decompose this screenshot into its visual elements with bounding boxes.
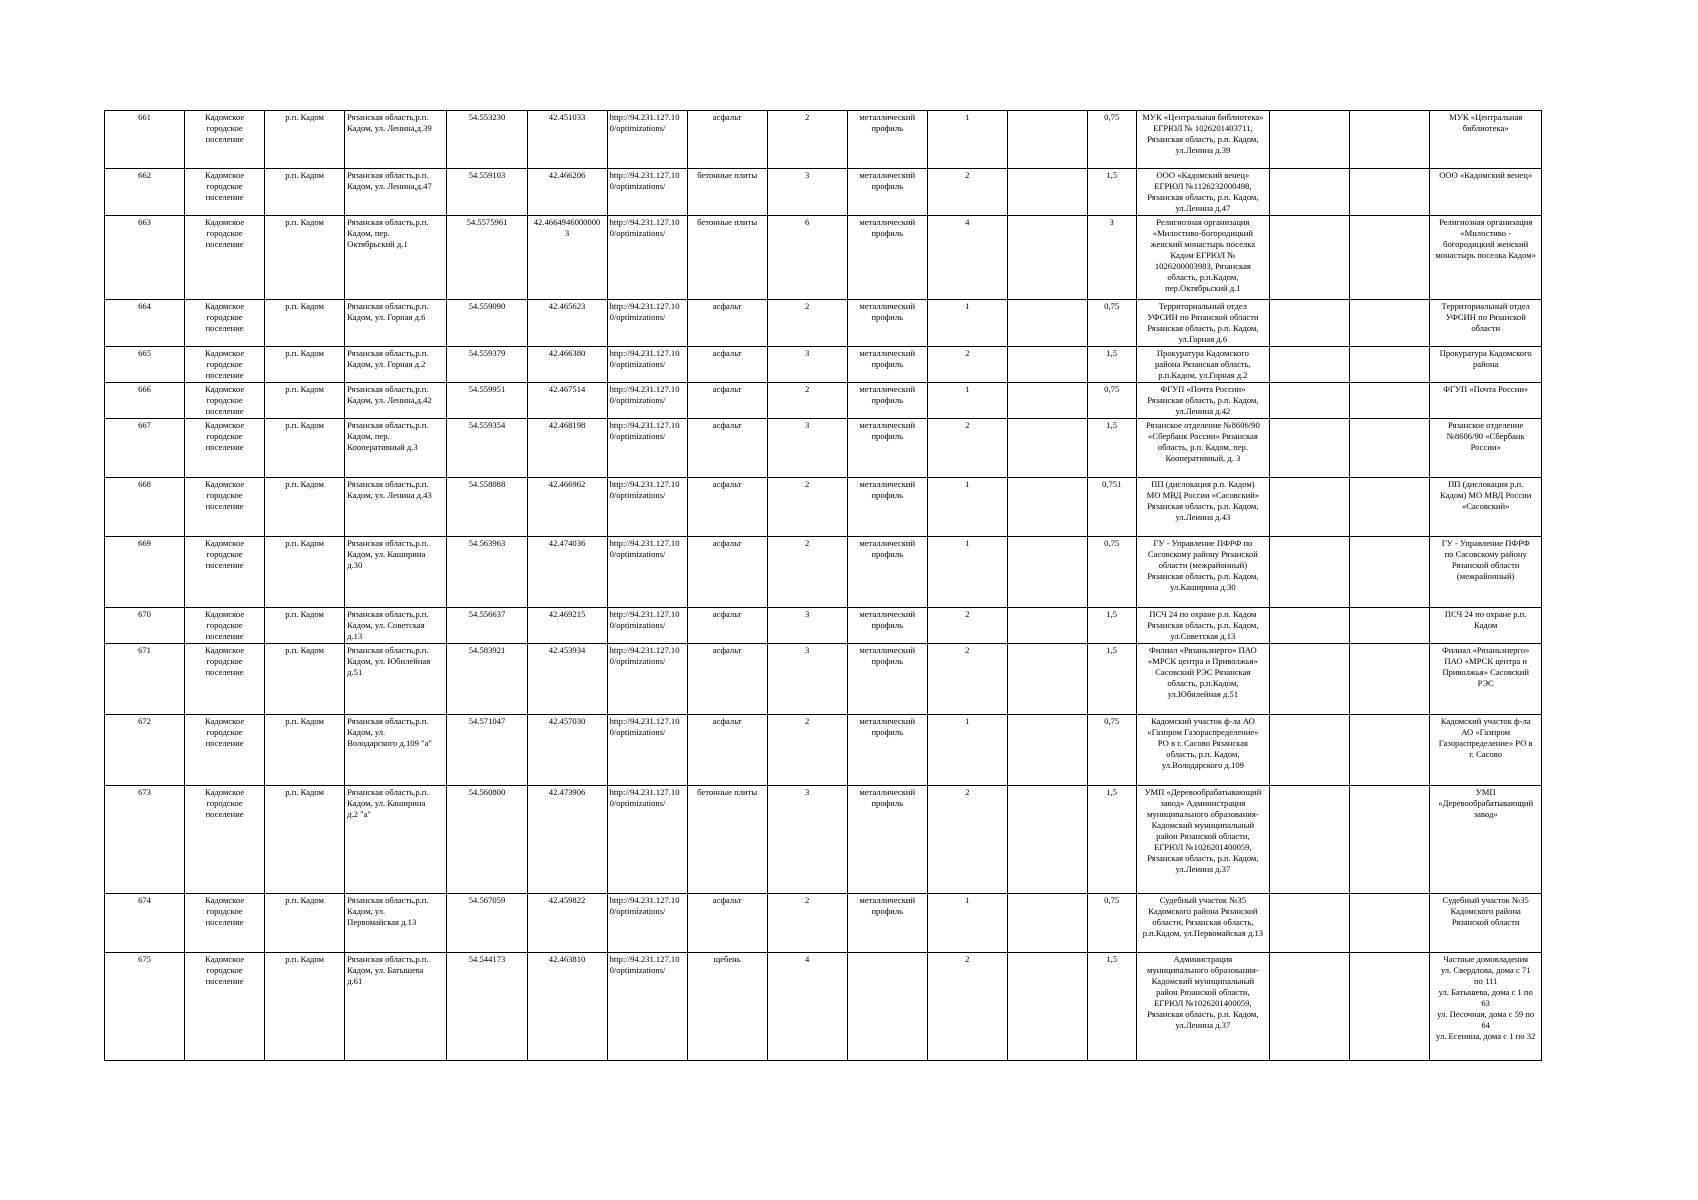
cell-map-link: http://94.231.127.10 0/optimizations/ xyxy=(607,786,687,894)
cell-owner: Рязанское отделение №8606/90 «Сбербанк России» Рязанская область, р.п. Кадом, пер. Кооперативный, д. 3 xyxy=(1136,419,1270,478)
cell-latitude: 54.563963 xyxy=(447,537,527,608)
cell-map-link: http://94.231.127.10 0/optimizations/ xyxy=(607,537,687,608)
cell-address: Рязанская область,р.п. Кадом, пер. Октябрьский д.1 xyxy=(345,216,447,300)
cell-empty xyxy=(1350,953,1430,1061)
cell-address: Рязанская область,р.п. Кадом, ул. Ленина д.43 xyxy=(345,478,447,537)
cell-volume: 0,75 xyxy=(1087,537,1136,608)
cell-area: 3 xyxy=(767,608,847,644)
cell-longitude: 42.466380 xyxy=(527,347,607,383)
cell-settlement: Кадомское городское поселение xyxy=(185,419,265,478)
cell-latitude: 54.5575961 xyxy=(447,216,527,300)
cell-fence-material: металлический профиль xyxy=(847,419,927,478)
cell-locality: р.п. Кадом xyxy=(265,894,345,953)
cell-longitude: 42.473906 xyxy=(527,786,607,894)
cell-latitude: 54.560800 xyxy=(447,786,527,894)
cell-longitude: 42.457030 xyxy=(527,715,607,786)
cell-map-link: http://94.231.127.10 0/optimizations/ xyxy=(607,347,687,383)
cell-number: 665 xyxy=(105,347,185,383)
table-row xyxy=(105,216,1542,300)
cell-waste-source: Судебный участок №35 Кадомского района Рязанской области xyxy=(1430,894,1542,953)
cell-map-link: http://94.231.127.10 0/optimizations/ xyxy=(607,300,687,347)
cell-settlement: Кадомское городское поселение xyxy=(185,715,265,786)
cell-owner: Территориальный отдел УФСИН по Рязанской области Рязанская область, р.п. Кадом, ул.Горная д.6 xyxy=(1136,300,1270,347)
cell-empty xyxy=(1270,715,1350,786)
cell-surface-type: асфальт xyxy=(687,644,767,715)
cell-number: 662 xyxy=(105,169,185,216)
cell-empty xyxy=(1350,300,1430,347)
cell-locality: р.п. Кадом xyxy=(265,419,345,478)
cell-number: 672 xyxy=(105,715,185,786)
cell-locality: р.п. Кадом xyxy=(265,300,345,347)
cell-fence-material: металлический профиль xyxy=(847,894,927,953)
cell-empty xyxy=(1007,111,1087,169)
cell-settlement: Кадомское городское поселение xyxy=(185,347,265,383)
cell-area: 4 xyxy=(767,953,847,1061)
cell-empty xyxy=(1270,953,1350,1061)
cell-empty xyxy=(1270,347,1350,383)
cell-number: 663 xyxy=(105,216,185,300)
cell-number: 661 xyxy=(105,111,185,169)
table-body xyxy=(105,111,1542,1061)
cell-owner: МУК «Центральная библиотека» ЕГРЮЛ № 1026201403711, Рязанская область, р.п. Кадом, ул.Ленина д.39 xyxy=(1136,111,1270,169)
cell-area: 3 xyxy=(767,786,847,894)
cell-settlement: Кадомское городское поселение xyxy=(185,300,265,347)
cell-area: 2 xyxy=(767,715,847,786)
cell-empty xyxy=(1270,478,1350,537)
cell-surface-type: асфальт xyxy=(687,300,767,347)
cell-volume: 0,75 xyxy=(1087,300,1136,347)
cell-waste-source: Религиозная организация «Милостиво - богородицкий женский монастырь поселка Кадом» xyxy=(1430,216,1542,300)
cell-map-link: http://94.231.127.10 0/optimizations/ xyxy=(607,953,687,1061)
cell-surface-type: щебень xyxy=(687,953,767,1061)
cell-latitude: 54.559379 xyxy=(447,347,527,383)
cell-empty xyxy=(1350,419,1430,478)
cell-locality: р.п. Кадом xyxy=(265,953,345,1061)
cell-waste-source: ПСЧ 24 по охране р.п. Кадом xyxy=(1430,608,1542,644)
cell-number: 668 xyxy=(105,478,185,537)
cell-fence-material: металлический профиль xyxy=(847,786,927,894)
cell-surface-type: асфальт xyxy=(687,111,767,169)
cell-fence-material: металлический профиль xyxy=(847,715,927,786)
cell-number: 669 xyxy=(105,537,185,608)
cell-empty xyxy=(1350,894,1430,953)
cell-area: 3 xyxy=(767,169,847,216)
cell-volume: 0,75 xyxy=(1087,111,1136,169)
cell-volume: 1,5 xyxy=(1087,786,1136,894)
table-row xyxy=(105,786,1542,894)
cell-container-count: 2 xyxy=(927,644,1007,715)
cell-map-link: http://94.231.127.10 0/optimizations/ xyxy=(607,608,687,644)
cell-settlement: Кадомское городское поселение xyxy=(185,786,265,894)
cell-locality: р.п. Кадом xyxy=(265,715,345,786)
cell-locality: р.п. Кадом xyxy=(265,786,345,894)
cell-latitude: 54.559090 xyxy=(447,300,527,347)
cell-settlement: Кадомское городское поселение xyxy=(185,953,265,1061)
cell-empty xyxy=(1350,347,1430,383)
cell-empty xyxy=(1350,537,1430,608)
cell-number: 664 xyxy=(105,300,185,347)
table-row xyxy=(105,715,1542,786)
cell-area: 2 xyxy=(767,894,847,953)
cell-surface-type: асфальт xyxy=(687,894,767,953)
cell-fence-material: металлический профиль xyxy=(847,608,927,644)
cell-waste-source: ГУ - Управление ПФРФ по Сасовскому району Рязанской области (межрайонный) xyxy=(1430,537,1542,608)
cell-volume: 1,5 xyxy=(1087,608,1136,644)
cell-empty xyxy=(1007,644,1087,715)
cell-surface-type: асфальт xyxy=(687,478,767,537)
cell-owner: Филиал «Рязаньэнерго» ПАО «МРСК центра и Приволжья» Сасовский РЭС Рязанская область, р.п.Кадом, ул.Юбилейная д.51 xyxy=(1136,644,1270,715)
cell-container-count: 2 xyxy=(927,347,1007,383)
cell-settlement: Кадомское городское поселение xyxy=(185,644,265,715)
cell-waste-source: Кадомский участок ф-ла АО «Газпром Газораспределение» РО в г. Сасово xyxy=(1430,715,1542,786)
cell-area: 2 xyxy=(767,537,847,608)
cell-empty xyxy=(1270,383,1350,419)
cell-volume: 1,5 xyxy=(1087,419,1136,478)
cell-settlement: Кадомское городское поселение xyxy=(185,169,265,216)
cell-locality: р.п. Кадом xyxy=(265,216,345,300)
cell-locality: р.п. Кадом xyxy=(265,537,345,608)
cell-settlement: Кадомское городское поселение xyxy=(185,478,265,537)
cell-empty xyxy=(1350,478,1430,537)
cell-surface-type: асфальт xyxy=(687,715,767,786)
cell-owner: УМП «Деревообрабатывающий завод» Администрация муниципального образования- Кадомский муниципальный район Рязанской области, ЕГРЮЛ №1026201400059, Рязанская область, р.п. Кадом, ул.Ленина д.37 xyxy=(1136,786,1270,894)
cell-container-count: 1 xyxy=(927,715,1007,786)
cell-latitude: 54.559354 xyxy=(447,419,527,478)
waste-sites-registry-table xyxy=(104,110,1542,1061)
cell-volume: 0,75 xyxy=(1087,715,1136,786)
cell-empty xyxy=(1270,419,1350,478)
cell-waste-source: Прокуратура Кадомского района xyxy=(1430,347,1542,383)
cell-area: 2 xyxy=(767,383,847,419)
cell-empty xyxy=(1007,383,1087,419)
cell-volume: 3 xyxy=(1087,216,1136,300)
table-row xyxy=(105,419,1542,478)
cell-container-count: 4 xyxy=(927,216,1007,300)
cell-owner: Религиозная организация «Милостиво-богородицкий женский монастырь поселка Кадом ЕГРЮЛ № 1026200003983, Рязанская область, р.п.Кадом, пер.Октябрьский д.1 xyxy=(1136,216,1270,300)
cell-area: 3 xyxy=(767,419,847,478)
cell-area: 2 xyxy=(767,478,847,537)
cell-empty xyxy=(1270,300,1350,347)
table-row xyxy=(105,111,1542,169)
cell-longitude: 42.4664946000000 3 xyxy=(527,216,607,300)
cell-waste-source: Территориальный отдел УФСИН по Рязанской области xyxy=(1430,300,1542,347)
cell-latitude: 54.553230 xyxy=(447,111,527,169)
cell-surface-type: асфальт xyxy=(687,537,767,608)
cell-surface-type: бетонные плиты xyxy=(687,169,767,216)
cell-empty xyxy=(1007,419,1087,478)
cell-empty xyxy=(1007,715,1087,786)
cell-latitude: 54.556637 xyxy=(447,608,527,644)
cell-address: Рязанская область,р.п. Кадом, ул. Ленина,д.39 xyxy=(345,111,447,169)
cell-surface-type: асфальт xyxy=(687,383,767,419)
table-row xyxy=(105,383,1542,419)
cell-empty xyxy=(1007,347,1087,383)
cell-number: 671 xyxy=(105,644,185,715)
cell-empty xyxy=(1270,608,1350,644)
cell-empty xyxy=(1007,169,1087,216)
cell-locality: р.п. Кадом xyxy=(265,478,345,537)
cell-container-count: 2 xyxy=(927,169,1007,216)
cell-empty xyxy=(1350,383,1430,419)
cell-empty xyxy=(1350,786,1430,894)
cell-container-count: 1 xyxy=(927,111,1007,169)
cell-area: 2 xyxy=(767,300,847,347)
cell-map-link: http://94.231.127.10 0/optimizations/ xyxy=(607,715,687,786)
cell-settlement: Кадомское городское поселение xyxy=(185,383,265,419)
cell-locality: р.п. Кадом xyxy=(265,169,345,216)
cell-fence-material: металлический профиль xyxy=(847,383,927,419)
cell-longitude: 42.466206 xyxy=(527,169,607,216)
cell-settlement: Кадомское городское поселение xyxy=(185,894,265,953)
cell-empty xyxy=(1350,644,1430,715)
cell-settlement: Кадомское городское поселение xyxy=(185,537,265,608)
cell-waste-source: Частные домовладения ул. Свердлова, дома с 71 по 111 ул. Батышева, дома с 1 по 63 ул. Песочная, дома с 59 по 64 ул. Есенина, дома с 1 по 32 xyxy=(1430,953,1542,1061)
cell-fence-material: металлический профиль xyxy=(847,478,927,537)
table-row xyxy=(105,347,1542,383)
cell-map-link: http://94.231.127.10 0/optimizations/ xyxy=(607,419,687,478)
cell-waste-source: Рязанское отделение №8606/90 «Сбербанк России» xyxy=(1430,419,1542,478)
cell-empty xyxy=(1007,786,1087,894)
cell-fence-material: металлический профиль xyxy=(847,644,927,715)
cell-surface-type: асфальт xyxy=(687,608,767,644)
cell-address: Рязанская область,р.п. Кадом, ул. Ленина,д.47 xyxy=(345,169,447,216)
cell-owner: Прокуратура Кадомского района Рязанская область, р.п.Кадом, ул.Горная д.2 xyxy=(1136,347,1270,383)
cell-longitude: 42.451033 xyxy=(527,111,607,169)
cell-map-link: http://94.231.127.10 0/optimizations/ xyxy=(607,169,687,216)
cell-empty xyxy=(1350,111,1430,169)
cell-owner: ФГУП «Почта России» Рязанская область, р.п. Кадом, ул.Ленина д.42 xyxy=(1136,383,1270,419)
cell-waste-source: ФГУП «Почта России» xyxy=(1430,383,1542,419)
cell-container-count: 1 xyxy=(927,537,1007,608)
cell-waste-source: ООО «Кадомский венец» xyxy=(1430,169,1542,216)
cell-locality: р.п. Кадом xyxy=(265,383,345,419)
cell-volume: 1,5 xyxy=(1087,644,1136,715)
cell-area: 3 xyxy=(767,644,847,715)
cell-address: Рязанская область,р.п. Кадом, ул. Первомайская д.13 xyxy=(345,894,447,953)
cell-empty xyxy=(1007,608,1087,644)
cell-owner: Судебный участок №35 Кадомского района Рязанской области, Рязанская область, р.п.Кадом, ул.Первомайская д.13 xyxy=(1136,894,1270,953)
cell-volume: 0,75 xyxy=(1087,383,1136,419)
cell-waste-source: ПП (дислокация р.п. Кадом) МО МВД России «Сасовский» xyxy=(1430,478,1542,537)
cell-container-count: 2 xyxy=(927,953,1007,1061)
cell-volume: 1,5 xyxy=(1087,953,1136,1061)
cell-owner: Администрация муниципального образования- Кадомский муниципальный район Рязанской области, ЕГРЮЛ №1026201400059, Рязанская область, р.п. Кадом, ул.Ленина д.37 xyxy=(1136,953,1270,1061)
cell-waste-source: УМП «Деревообрабатывающий завод» xyxy=(1430,786,1542,894)
cell-empty xyxy=(1007,953,1087,1061)
cell-empty xyxy=(1270,216,1350,300)
cell-container-count: 1 xyxy=(927,478,1007,537)
cell-longitude: 42.469215 xyxy=(527,608,607,644)
cell-latitude: 54.571047 xyxy=(447,715,527,786)
cell-address: Рязанская область,р.п. Кадом, ул. Юбилейная д.51 xyxy=(345,644,447,715)
cell-address: Рязанская область,р.п. Кадом, ул. Горная д.2 xyxy=(345,347,447,383)
cell-owner: ПСЧ 24 по охране р.п. Кадом Рязанская область, р.п. Кадом, ул.Советская д.13 xyxy=(1136,608,1270,644)
cell-longitude: 42.463810 xyxy=(527,953,607,1061)
cell-empty xyxy=(1350,715,1430,786)
cell-owner: Кадомский участок ф-ла АО «Газпром Газораспределение» РО в г. Сасово Рязанская область, р.п. Кадом, ул.Володарского д.109 xyxy=(1136,715,1270,786)
table-row xyxy=(105,537,1542,608)
cell-container-count: 1 xyxy=(927,300,1007,347)
cell-latitude: 54.583921 xyxy=(447,644,527,715)
cell-area: 6 xyxy=(767,216,847,300)
cell-latitude: 54.559951 xyxy=(447,383,527,419)
cell-longitude: 42.453934 xyxy=(527,644,607,715)
cell-empty xyxy=(1007,537,1087,608)
cell-container-count: 2 xyxy=(927,419,1007,478)
cell-longitude: 42.474036 xyxy=(527,537,607,608)
cell-container-count: 2 xyxy=(927,608,1007,644)
cell-address: Рязанская область,р.п. Кадом, ул. Советская д.13 xyxy=(345,608,447,644)
cell-empty xyxy=(1270,169,1350,216)
cell-address: Рязанская область,р.п. Кадом, ул. Володарского д.109 "а" xyxy=(345,715,447,786)
cell-container-count: 1 xyxy=(927,894,1007,953)
cell-waste-source: МУК «Центральная библиотека» xyxy=(1430,111,1542,169)
cell-settlement: Кадомское городское поселение xyxy=(185,216,265,300)
cell-longitude: 42.467514 xyxy=(527,383,607,419)
cell-map-link: http://94.231.127.10 0/optimizations/ xyxy=(607,894,687,953)
cell-longitude: 42.466962 xyxy=(527,478,607,537)
cell-fence-material: металлический профиль xyxy=(847,169,927,216)
cell-waste-source: Филиал «Рязаньэнерго» ПАО «МРСК центра и Приволжья» Сасовский РЭС xyxy=(1430,644,1542,715)
cell-fence-material xyxy=(847,953,927,1061)
table-row xyxy=(105,644,1542,715)
cell-volume: 1,5 xyxy=(1087,347,1136,383)
cell-area: 3 xyxy=(767,347,847,383)
cell-address: Рязанская область,р.п. Кадом, ул. Батышева д.61 xyxy=(345,953,447,1061)
cell-area: 2 xyxy=(767,111,847,169)
cell-number: 666 xyxy=(105,383,185,419)
cell-surface-type: асфальт xyxy=(687,419,767,478)
cell-address: Рязанская область,р.п. Кадом, ул. Каширина д.30 xyxy=(345,537,447,608)
cell-number: 667 xyxy=(105,419,185,478)
cell-map-link: http://94.231.127.10 0/optimizations/ xyxy=(607,111,687,169)
cell-latitude: 54.559103 xyxy=(447,169,527,216)
cell-number: 674 xyxy=(105,894,185,953)
cell-fence-material: металлический профиль xyxy=(847,111,927,169)
cell-number: 670 xyxy=(105,608,185,644)
cell-empty xyxy=(1270,111,1350,169)
cell-empty xyxy=(1007,216,1087,300)
cell-container-count: 2 xyxy=(927,786,1007,894)
cell-longitude: 42.459822 xyxy=(527,894,607,953)
cell-map-link: http://94.231.127.10 0/optimizations/ xyxy=(607,644,687,715)
cell-latitude: 54.567059 xyxy=(447,894,527,953)
cell-empty xyxy=(1270,537,1350,608)
cell-empty xyxy=(1350,169,1430,216)
cell-latitude: 54.544173 xyxy=(447,953,527,1061)
cell-empty xyxy=(1270,894,1350,953)
table-row xyxy=(105,300,1542,347)
cell-longitude: 42.465623 xyxy=(527,300,607,347)
cell-volume: 0,751 xyxy=(1087,478,1136,537)
cell-surface-type: бетонные плиты xyxy=(687,216,767,300)
cell-owner: ПП (дислокация р.п. Кадом) МО МВД России «Сасовский» Рязанская область, р.п. Кадом, ул.Ленина д.43 xyxy=(1136,478,1270,537)
cell-address: Рязанская область,р.п. Кадом, ул. Горная д.6 xyxy=(345,300,447,347)
cell-address: Рязанская область,р.п. Кадом, ул. Ленина,д.42 xyxy=(345,383,447,419)
cell-longitude: 42.468198 xyxy=(527,419,607,478)
cell-settlement: Кадомское городское поселение xyxy=(185,111,265,169)
table-row xyxy=(105,169,1542,216)
table-row xyxy=(105,608,1542,644)
cell-number: 673 xyxy=(105,786,185,894)
cell-owner: ООО «Кадомский венец» ЕГРЮЛ №1126232000498, Рязанская область, р.п. Кадом, ул.Ленина д.47 xyxy=(1136,169,1270,216)
cell-empty xyxy=(1350,608,1430,644)
cell-empty xyxy=(1007,894,1087,953)
cell-locality: р.п. Кадом xyxy=(265,347,345,383)
cell-locality: р.п. Кадом xyxy=(265,111,345,169)
cell-latitude: 54.558088 xyxy=(447,478,527,537)
cell-locality: р.п. Кадом xyxy=(265,644,345,715)
cell-empty xyxy=(1270,786,1350,894)
cell-fence-material: металлический профиль xyxy=(847,216,927,300)
cell-owner: ГУ - Управление ПФРФ по Сасовскому району Рязанской области (межрайонный) Рязанская область, р.п. Кадом, ул.Каширина д.30 xyxy=(1136,537,1270,608)
cell-empty xyxy=(1007,478,1087,537)
table-row xyxy=(105,894,1542,953)
cell-fence-material: металлический профиль xyxy=(847,300,927,347)
cell-surface-type: бетонные плиты xyxy=(687,786,767,894)
table-row xyxy=(105,478,1542,537)
cell-map-link: http://94.231.127.10 0/optimizations/ xyxy=(607,478,687,537)
cell-address: Рязанская область,р.п. Кадом, пер. Кооперативный д.3 xyxy=(345,419,447,478)
cell-fence-material: металлический профиль xyxy=(847,347,927,383)
table-row xyxy=(105,953,1542,1061)
cell-empty xyxy=(1007,300,1087,347)
cell-empty xyxy=(1270,644,1350,715)
cell-volume: 1,5 xyxy=(1087,169,1136,216)
cell-map-link: http://94.231.127.10 0/optimizations/ xyxy=(607,216,687,300)
cell-settlement: Кадомское городское поселение xyxy=(185,608,265,644)
cell-surface-type: асфальт xyxy=(687,347,767,383)
cell-fence-material: металлический профиль xyxy=(847,537,927,608)
cell-empty xyxy=(1350,216,1430,300)
cell-locality: р.п. Кадом xyxy=(265,608,345,644)
cell-container-count: 1 xyxy=(927,383,1007,419)
cell-number: 675 xyxy=(105,953,185,1061)
cell-address: Рязанская область,р.п. Кадом, ул. Каширина д.2 "а" xyxy=(345,786,447,894)
cell-volume: 0,75 xyxy=(1087,894,1136,953)
cell-map-link: http://94.231.127.10 0/optimizations/ xyxy=(607,383,687,419)
